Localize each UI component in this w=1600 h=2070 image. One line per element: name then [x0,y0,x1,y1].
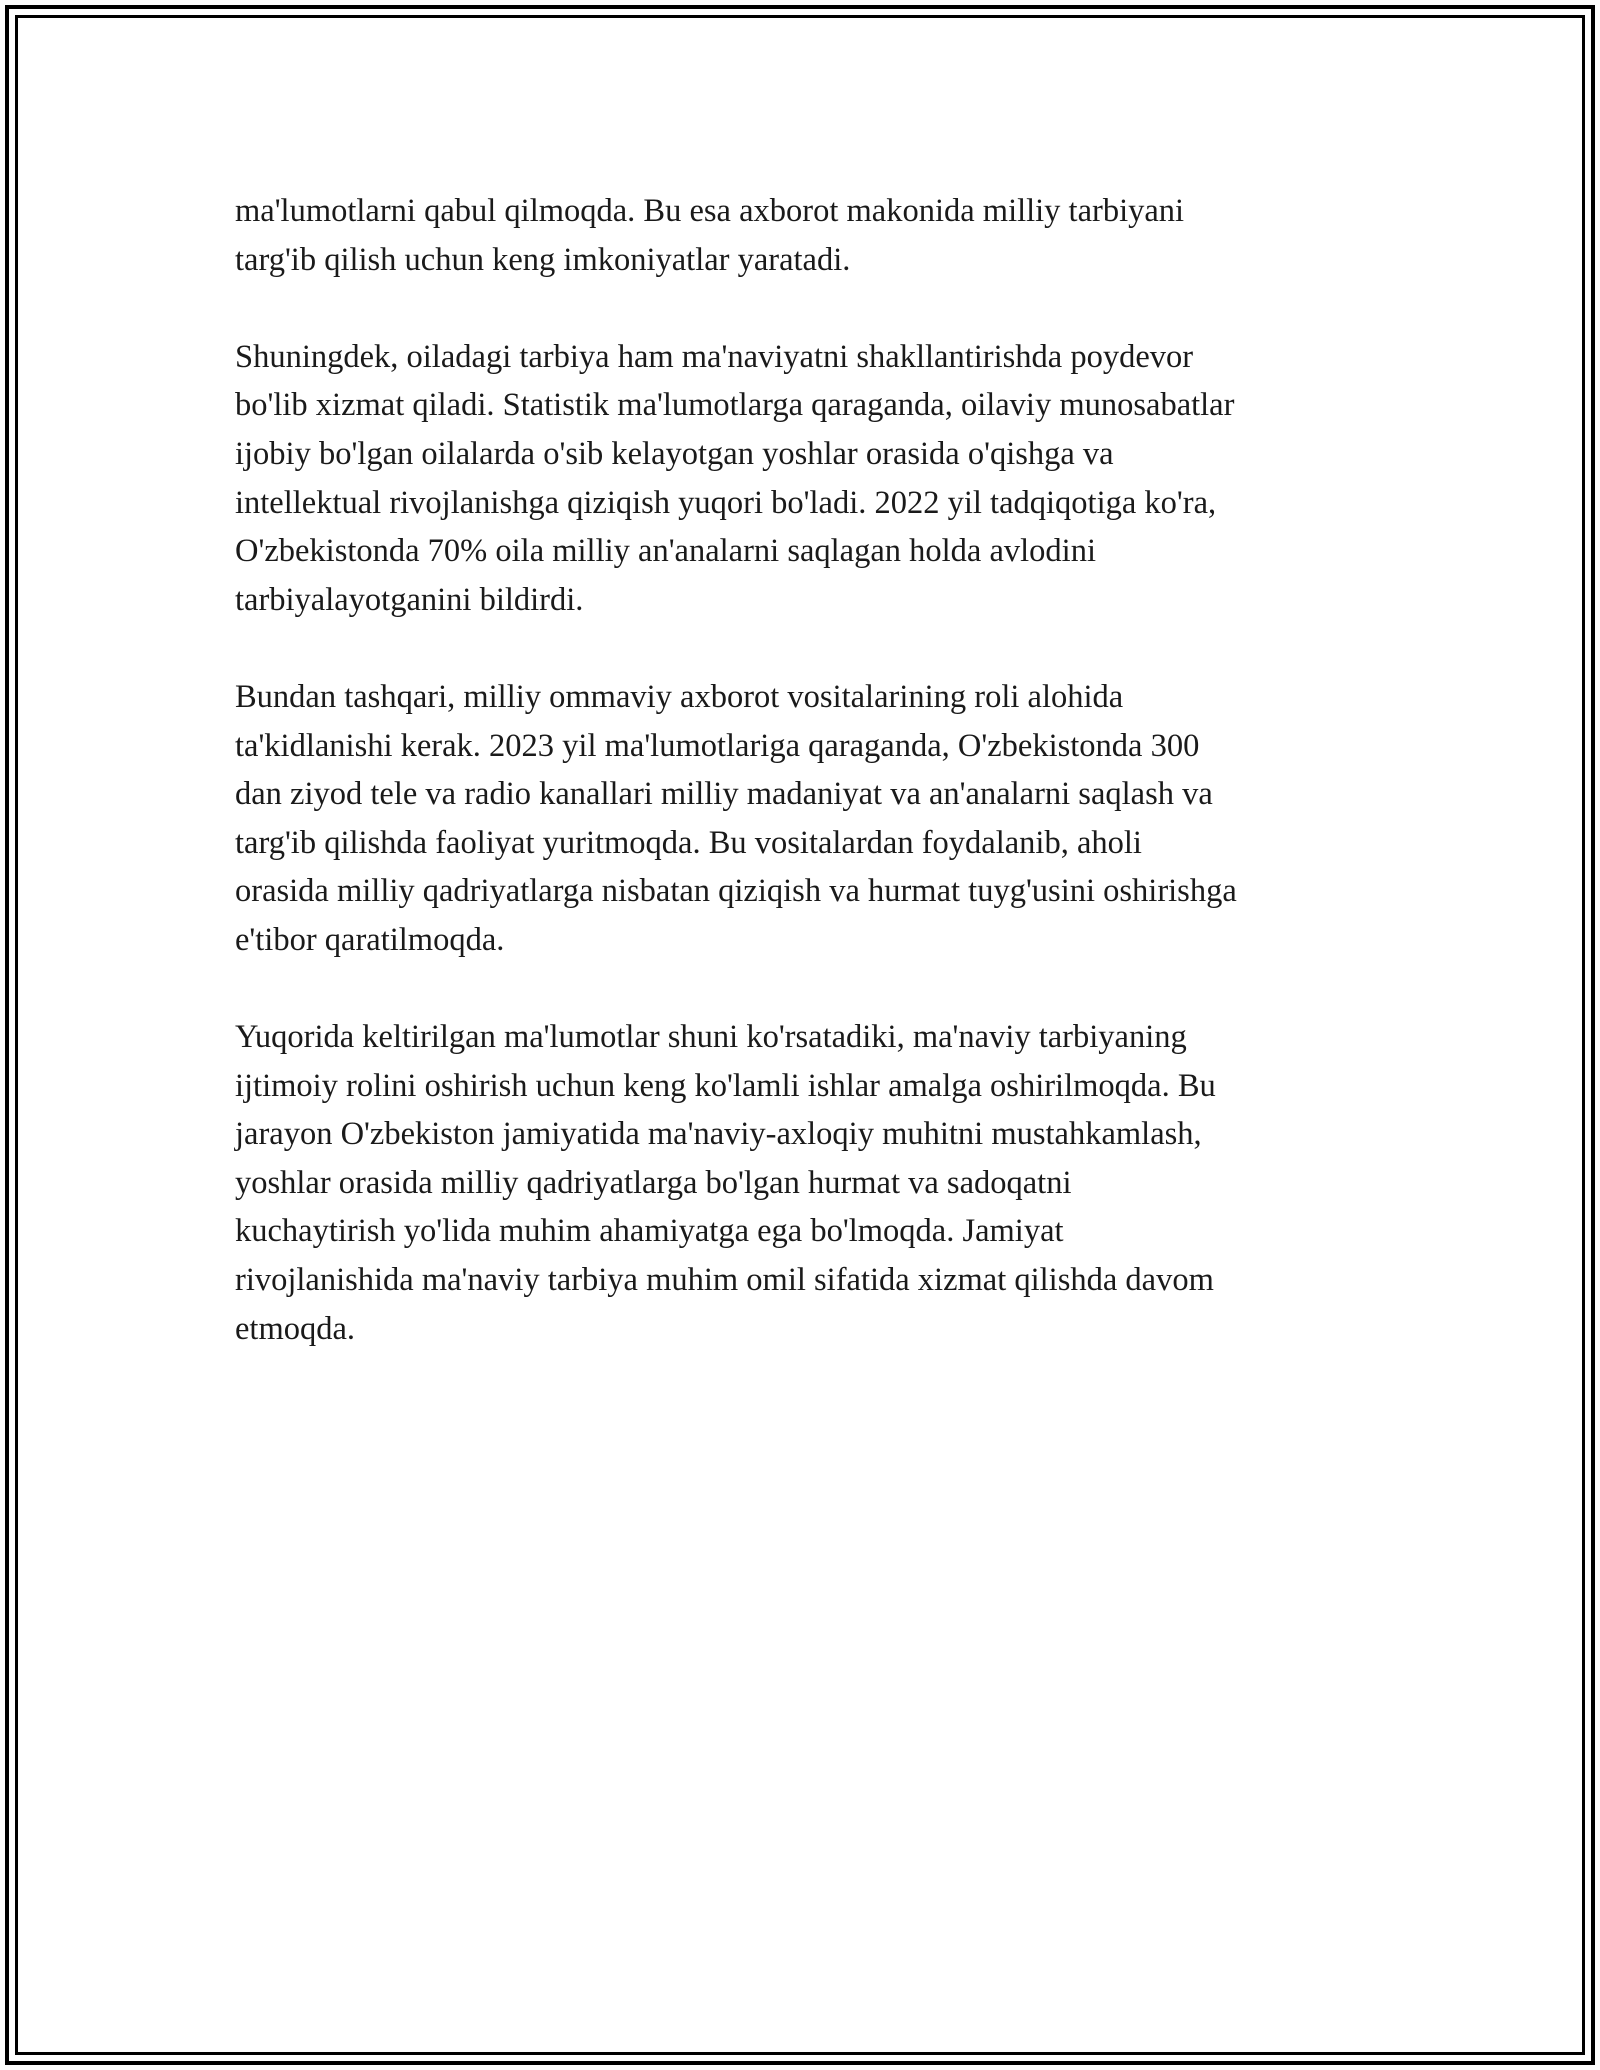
document-body [235,187,1380,1402]
paragraph-2: Shuningdek, oiladagi tarbiya ham ma'naviyatni shakllantirishda poydevor bo'lib xizmat qiladi. Statistik ma'lumotlarga qaraganda, oilaviy munosabatlar ijobiy bo'lgan oilalarda o'sib kelayotgan yoshlar orasida o'qishga va intellektual rivojlanishga qiziqish yuqori bo'ladi. 2022 yil tadqiqotiga ko'ra, O'zbekistonda 70% oila milliy an'analarni saqlagan holda avlodini tarbiyalayotganini bildirdi. [235,338,1235,618]
paragraph-3: Bundan tashqari, milliy ommaviy axborot vositalarining roli alohida ta'kidlanishi kerak. 2023 yil ma'lumotlariga qaraganda, O'zbekistonda 300 dan ziyod tele va radio kanallari milliy madaniyat va an'analarni saqlash va targ'ib qilishda faoliyat yuritmoqda. Bu vositalardan foydalanib, aholi orasida milliy qadriyatlarga nisbatan qiziqish va hurmat tuyg'usini oshirishga e'tibor qaratilmoqda. [235,678,1237,958]
paragraph-4: Yuqorida keltirilgan ma'lumotlar shuni ko'rsatadiki, ma'naviy tarbiyaning ijtimoiy rolini oshirish uchun keng ko'lamli ishlar amalga oshirilmoqda. Bu jarayon O'zbekiston jamiyatida ma'naviy-axloqiy muhitni mustahkamlash, yoshlar orasida milliy qadriyatlarga bo'lgan hurmat va sadoqatni kuchaytirish yo'lida muhim ahamiyatga ega bo'lmoqda. Jamiyat rivojlanishida ma'naviy tarbiya muhim omil sifatida xizmat qilishda davom etmoqda. [235,1019,1216,1347]
paragraph-1: ma'lumotlarni qabul qilmoqda. Bu esa axborot makonida milliy tarbiyani targ'ib qilish uchun keng imkoniyatlar yaratadi. [235,193,1185,278]
